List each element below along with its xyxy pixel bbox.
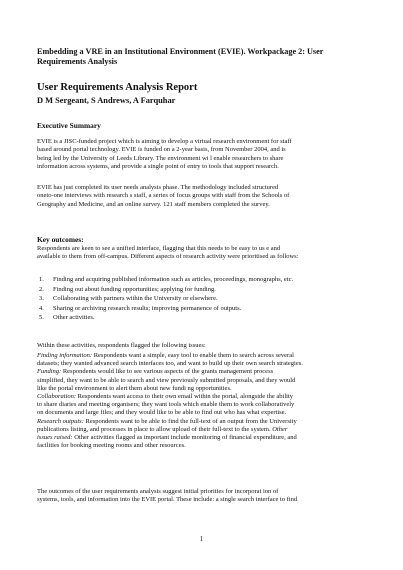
closing-paragraph: [37, 488, 366, 505]
issue-line: to share diaries and meeting organisers; they want tools which enable them to work collaboratively: [37, 401, 295, 409]
issue-line: datasets; they wanted advanced search interfaces too, and want to build up their own search strategies.: [37, 360, 303, 368]
issue-label: Finding information:: [37, 352, 93, 359]
text-line: information across systems, and provide a single point of entry to tools that support research.: [37, 162, 279, 170]
text-line: EVIE has just completed its user needs analysis phase. The methodology included structured: [37, 184, 279, 191]
report-title: User Requirements Analysis Report: [37, 82, 198, 93]
issue-line: on documents and large files; and they would like to be able to find out who has what expertise.: [37, 409, 287, 417]
report-authors: D M Sergeant, S Andrews, A Farquhar: [37, 96, 176, 105]
issues-block: [37, 352, 366, 450]
issue-line: publications listing, and processes in place to allow upload of their full-text to the system. Other: [37, 425, 288, 433]
issue-line: Funding: Respondents would like to see various aspects of the grants management process: [37, 368, 274, 376]
document-header: [37, 47, 366, 68]
issue-line: simplified, they want to be able to search and view previously submitted proposals, and they would: [37, 376, 296, 384]
text-line: based around portal technology. EVIE is funded on a 2-year basis, from November 2004, and is: [37, 146, 286, 154]
issue-line: Research outputs: Respondents want to be able to find the full-text of an output from the University: [37, 417, 297, 425]
header-line: Requirements Analysis: [37, 57, 118, 67]
text-line: oneto-one interviews with research s staff, a series of focus groups with staff from the Schools of: [37, 192, 290, 200]
outcomes-list: [37, 275, 366, 323]
issue-line: like the portal environment to alert them about new fundi ng opportunities.: [37, 384, 232, 392]
issue-label: Research outputs:: [37, 417, 84, 425]
list-item: 1. Finding and acquiring published information such as articles, proceedings, monographs, etc.: [39, 276, 294, 283]
text-line: EVIE is a JISC-funded project which is aiming to develop a virtual research environment for staff: [37, 138, 292, 145]
issues-intro: Within these activities, respondents flagged the following issues:: [37, 342, 206, 349]
list-item: 2. Finding out about funding opportunities; applying for funding.: [39, 285, 216, 293]
issue-line: Finding information: Respondents want a simple, easy tool to enable them to search across several: [37, 352, 294, 359]
issue-line: Collaboration: Respondents want access to their own email within the portal, alongside the ability: [37, 393, 293, 401]
issue-label: Collaboration:: [37, 393, 77, 401]
text-line: Geography and Medicine, and an online survey. 121 staff members completed the survey.: [37, 200, 270, 208]
issue-line: issues raised: Other activities flagged as important include monitoring of financial expenditure, and: [37, 434, 297, 442]
issue-label: Funding:: [37, 368, 62, 376]
executive-summary-paragraph-1: [37, 138, 366, 171]
text-line: The outcomes of the user requirements analysis suggest initial priorities for incorporat ion of: [37, 488, 279, 495]
list-item: 3. Collaborating with partners within the University or elsewhere.: [39, 295, 218, 303]
text-line: being led by the University of Leeds Library. The environment wi l enable researchers to share: [37, 154, 284, 162]
page-number: 1: [199, 535, 204, 543]
list-item: 4. Sharing or archiving research results; improving permanence of outputs.: [39, 304, 242, 312]
issue-line: facilities for booking meeting rooms and other resources.: [37, 442, 186, 450]
header-line: Embedding a VRE in an Institutional Environment (EVIE). Workpackage 2: User: [37, 47, 324, 56]
key-outcomes-intro: [37, 245, 366, 262]
text-line: Respondents are keen to see a unified interface, flagging that this needs to be easy to us e and: [37, 245, 281, 252]
key-outcomes-heading: Key outcomes:: [37, 235, 84, 244]
text-line: available to them from off-campus. Different aspects of research activity were prioritised as follows:: [37, 253, 299, 261]
executive-summary-heading: Executive Summary: [37, 121, 101, 130]
executive-summary-paragraph-2: [37, 184, 366, 209]
list-item: 5. Other activities.: [39, 314, 95, 322]
text-line: systems, tools, and information into the EVIE portal. These include: a single search interface to find: [37, 496, 298, 504]
